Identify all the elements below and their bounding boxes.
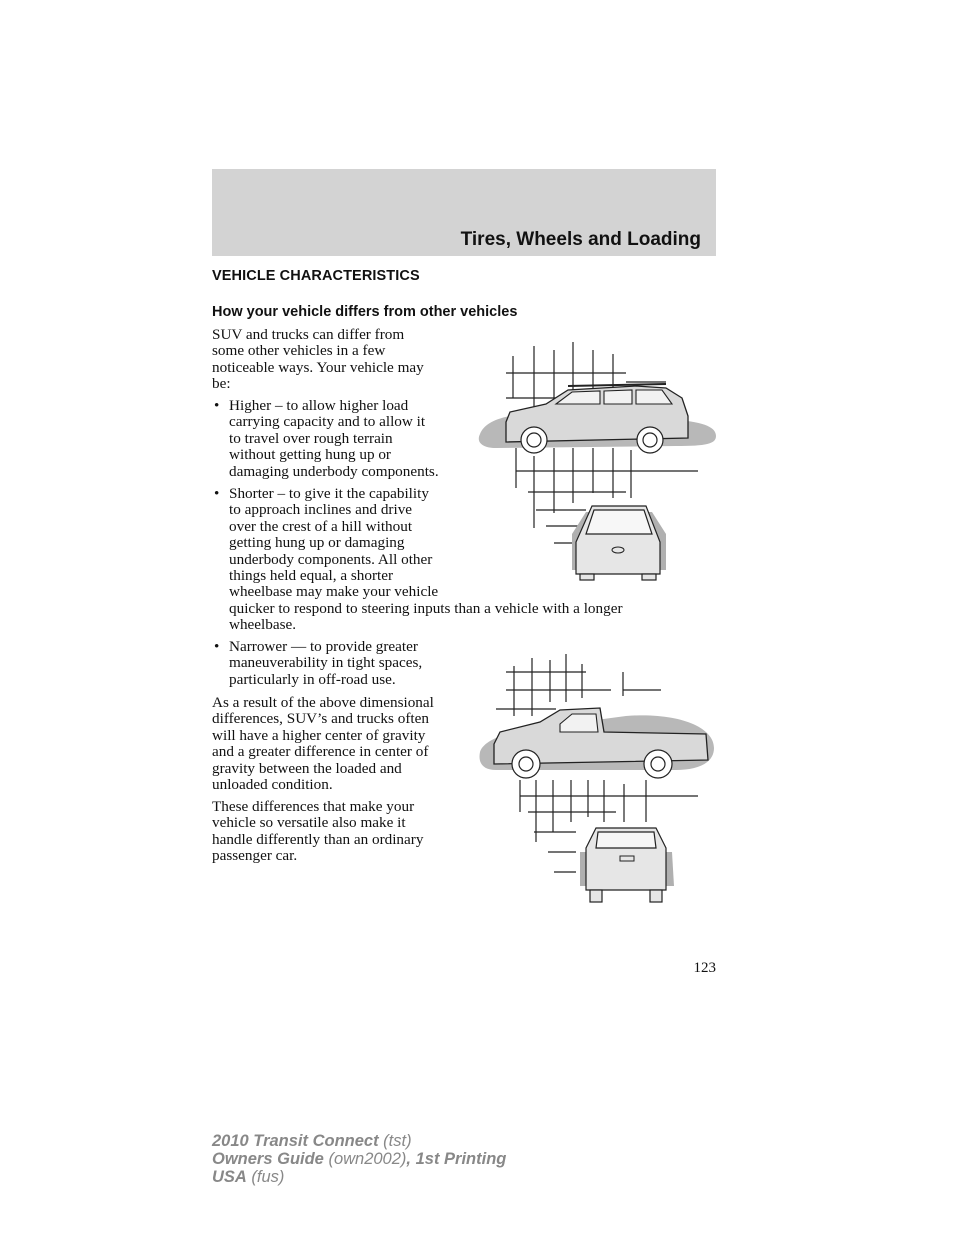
- intro-line: be:: [212, 375, 231, 393]
- bullet-line: getting hung up or damaging: [229, 534, 405, 552]
- paragraph-line: These differences that make your: [212, 798, 415, 815]
- section-header-bar: [212, 169, 716, 256]
- paragraph-line: passenger car.: [212, 847, 298, 865]
- footer-guide: Owners Guide: [212, 1150, 324, 1168]
- bullet-line: Shorter – to give it the capability: [229, 485, 429, 502]
- page-number: 123: [693, 960, 716, 976]
- bullet-line: particularly in off-road use.: [229, 670, 396, 688]
- bullet-line: Narrower — to provide greater: [229, 638, 418, 655]
- footer-print-info: [212, 1132, 506, 1186]
- bullet-line: carrying capacity and to allow it: [229, 413, 426, 431]
- footer-market-code: (fus): [246, 1168, 285, 1186]
- bullet-dot: •: [214, 397, 220, 414]
- bullet-dot: •: [214, 638, 220, 655]
- paragraph-line: unloaded condition.: [212, 776, 333, 793]
- bullet-line: damaging underbody components.: [229, 462, 439, 480]
- paragraph-line: gravity between the loaded and: [212, 759, 402, 777]
- pickup-illustration: [476, 652, 718, 906]
- intro-line: some other vehicles in a few: [212, 342, 386, 360]
- paragraph-line: will have a higher center of gravity: [212, 726, 426, 744]
- bullet-line: to approach inclines and drive: [229, 501, 413, 519]
- intro-line: noticeable ways. Your vehicle may: [212, 358, 424, 376]
- bullet-line: underbody components. All other: [229, 550, 433, 568]
- paragraph-line: As a result of the above dimensional: [212, 694, 434, 711]
- bullet-line: over the crest of a hill without: [229, 517, 413, 535]
- bullet-line: maneuverability in tight spaces,: [229, 654, 423, 672]
- suv-illustration: [476, 338, 718, 584]
- subsection-heading: How your vehicle differs from other vehicles: [212, 304, 518, 320]
- paragraph-line: vehicle so versatile also make it: [212, 814, 406, 832]
- footer-model-code: (tst): [378, 1132, 412, 1150]
- paragraph-line: and a greater difference in center of: [212, 743, 429, 761]
- footer-line-market: [212, 1168, 506, 1186]
- bullet-line: wheelbase.: [229, 616, 297, 634]
- chapter-title: Tires, Wheels and Loading: [460, 229, 701, 250]
- bullet-line: wheelbase may make your vehicle: [229, 583, 439, 601]
- footer-model: 2010 Transit Connect: [212, 1132, 379, 1150]
- intro-line: SUV and trucks can differ from: [212, 326, 405, 343]
- footer-market: USA: [212, 1168, 247, 1186]
- bullet-line: without getting hung up or: [229, 446, 391, 464]
- paragraph-line: differences, SUV’s and trucks often: [212, 710, 429, 728]
- footer-line-model: [212, 1132, 506, 1150]
- section-heading: VEHICLE CHARACTERISTICS: [212, 268, 420, 284]
- bullet-line: Higher – to allow higher load: [229, 397, 409, 414]
- bullet-dot: •: [214, 485, 220, 502]
- footer-guide-code: (own2002): [323, 1150, 407, 1168]
- footer-printing: , 1st Printing: [406, 1150, 507, 1168]
- footer-line-guide: [212, 1150, 506, 1168]
- bullet-line: things held equal, a shorter: [229, 567, 394, 584]
- bullet-line: to travel over rough terrain: [229, 429, 393, 447]
- bullet-line: quicker to respond to steering inputs than a vehicle with a longer: [229, 599, 623, 617]
- paragraph-line: handle differently than an ordinary: [212, 830, 424, 848]
